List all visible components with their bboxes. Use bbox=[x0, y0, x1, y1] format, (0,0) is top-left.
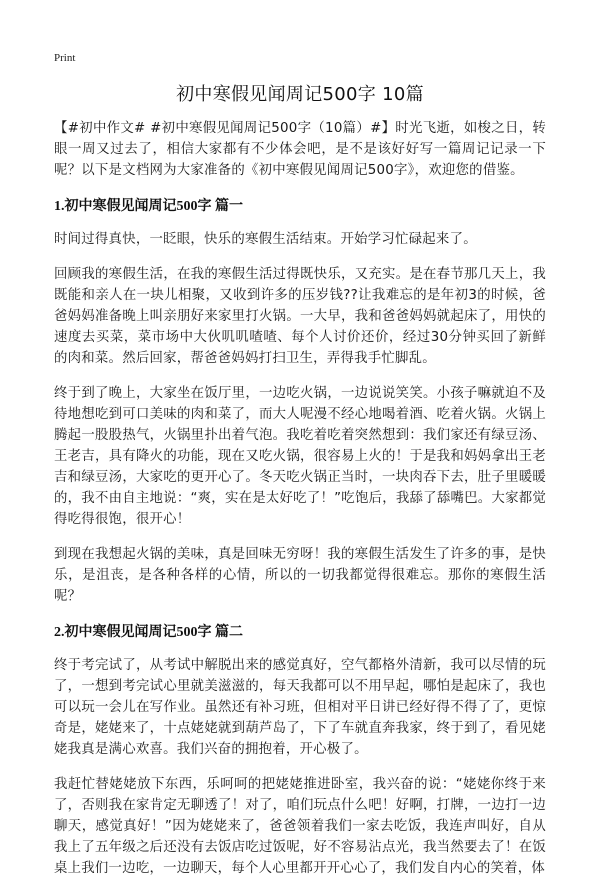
paragraph: 时间过得真快，一眨眼，快乐的寒假生活结束。开始学习忙碌起来了。 bbox=[54, 232, 477, 247]
document-body bbox=[54, 118, 546, 893]
print-link[interactable]: Print bbox=[54, 52, 76, 64]
paragraph: 我赶忙替姥姥放下东西，乐呵呵的把姥姥推进卧室，我兴奋的说：“姥姥你终于来了，否则我在家肯定无聊透了！对了，咱们玩点什么吧！好啊，打牌，一边打一边聊天，感觉真好！”因为姥姥来了，爸爸领着我们一家去吃饭，我连声叫好，自从我上了五年级之后还没有去饭店吃过饭呢，好不容易沾点光，我当然要去了！在饭桌上我们一边吃，一边聊天，每个人心里都开开心心了，我们发自内心的笑着，体 bbox=[54, 777, 546, 876]
section-heading: 2.初中寒假见闻周记500字 篇二 bbox=[54, 625, 243, 640]
section-heading: 1.初中寒假见闻周记500字 篇一 bbox=[54, 199, 243, 214]
paragraph: 终于到了晚上，大家坐在饭厅里，一边吃火锅，一边说说笑笑。小孩子嘛就迫不及待地想吃到可口美味的肉和菜了，而大人呢漫不经心地喝着酒、吃着火锅。火锅上腾起一股股热气，火锅里扑出着气泡。我吃着吃着突然想到：我们家还有绿豆汤、王老吉，具有降火的功能，现在又吃火锅，很容易上火的！于是我和妈妈拿出王老吉和绿豆汤，大家吃的更开心了。冬天吃火锅正当时，一块肉吞下去，肚子里暖暖的，我不由自主地说：“爽，实在是太好吃了！”吃饱后，我舔了舔嘴巴。大家都觉得吃得很饱，很开心！ bbox=[54, 386, 546, 527]
paragraph: 回顾我的寒假生活，在我的寒假生活过得既快乐，又充实。是在春节那几天上，我既能和亲人在一块儿相聚，又收到许多的压岁钱??让我难忘的是年初3的时候，爸爸妈妈准备晚上叫亲朋好来家里打火锅。一大早，我和爸爸妈妈就起床了，用快的速度去买菜，菜市场中大伙叽叽喳喳、每个人讨价还价，经过30分钟买回了新鲜的肉和菜。然后回家，帮爸爸妈妈打扫卫生，弄得我手忙脚乱。 bbox=[54, 267, 546, 366]
paragraph: 终于考完试了，从考试中解脱出来的感觉真好，空气都格外清新，我可以尽情的玩了，一想到考完试心里就美滋滋的，每天我都可以不用早起，哪怕是起床了，我也可以玩一会儿在写作业。虽然还有补习班，但相对平日讲已经好得不得了了，更惊奇是，姥姥来了，十点姥姥就到葫芦岛了，下了车就直奔我家，终于到了，看见姥姥我真是满心欢喜。我们兴奋的拥抱着，开心极了。 bbox=[54, 658, 546, 757]
paragraph: 到现在我想起火锅的美味，真是回味无穷呀！我的寒假生活发生了许多的事，是快乐，是沮丧，是各种各样的心情，所以的一切我都觉得很难忘。那你的寒假生活呢？ bbox=[54, 547, 546, 604]
document-title: 初中寒假见闻周记500字 10篇 bbox=[176, 84, 424, 105]
intro-paragraph: 【#初中作文# #初中寒假见闻周记500字（10篇）#】时光飞逝，如梭之日，转眼一周又过去了，相信大家都有不少体会吧，是不是该好好写一篇周记记录一下呢？以下是文档网为大家准备的《初中寒假见闻周记500字》，欢迎您的借鉴。 bbox=[54, 121, 546, 178]
